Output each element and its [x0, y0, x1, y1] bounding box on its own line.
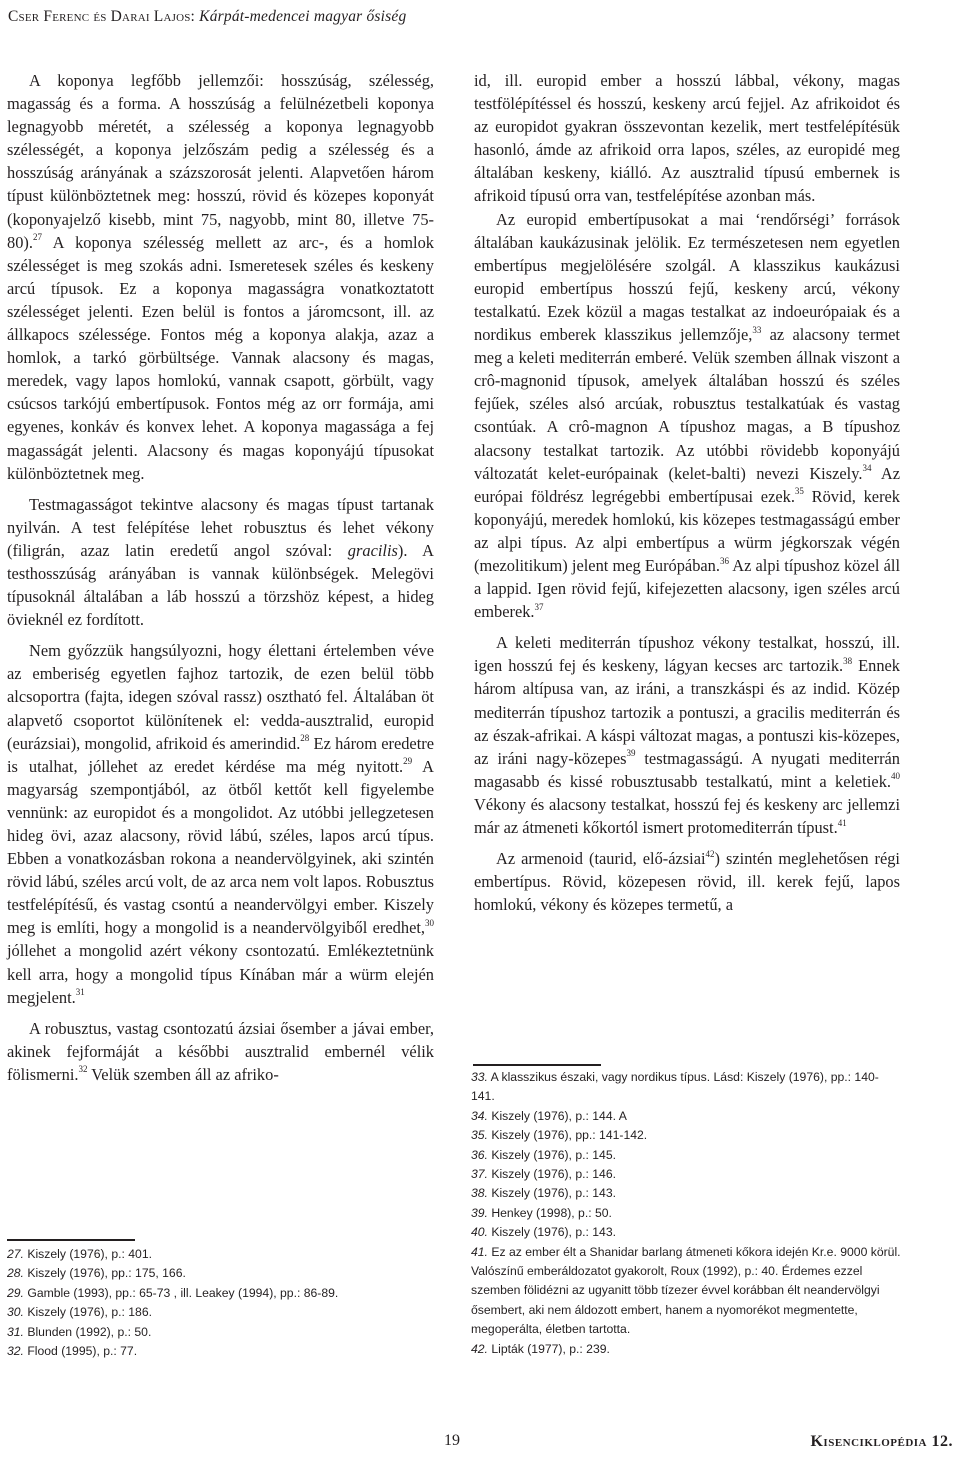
- footnotes-left: [7, 1245, 437, 1361]
- header-title: Kárpát-medencei magyar ősiség: [199, 8, 407, 25]
- paragraph: A keleti mediterrán típushoz vékony testalkat, hosszú, ill. igen hosszú fej és keskeny, lágyan kecses arc tartozik.$^{38}$ Ennek három altípusa van, az iráni, a transzkáspi és az indid. Közép mediterrán típushoz tartozik a pontuszi, a gracilis mediterrán és az észak-afrikai. A káspi változat magas, a pontuszi kis-közepes, az iráni nagy-közepes$^{39}$ testmagasságú. A nyugati mediterrán magasabb és kissé robusztusabb testalkatú, mint a keletiek.$^{40}$ Vékony és alacsony testalkat, hosszú fej és keskeny arc jellemzi már az átmeneti kőkortól ismert protomediterrán típust.$^{41}$: [474, 633, 900, 837]
- footnote-divider: [7, 1239, 135, 1241]
- footnote: 32. Flood (1995), p.: 77.: [7, 1344, 138, 1359]
- footnote-ref[interactable]: 42: [705, 848, 715, 859]
- footnote: 33. A klasszikus északi, vagy nordikus típus. Lásd: Kiszely (1976), pp.: 140-141.: [471, 1070, 879, 1104]
- footnote-ref[interactable]: 27: [32, 232, 42, 243]
- footnote: 34. Kiszely (1976), p.: 144. A: [471, 1108, 627, 1123]
- footnote: 42. Lipták (1977), p.: 239.: [471, 1341, 610, 1356]
- footnote-divider: [473, 1064, 601, 1066]
- header-authors: Cser Ferenc és Darai Lajos:: [8, 8, 196, 25]
- footnote: 31. Blunden (1992), p.: 50.: [7, 1324, 152, 1339]
- footnote-ref[interactable]: 35: [794, 486, 804, 497]
- series-title: Kisenciklopédia 12.: [810, 1433, 953, 1450]
- footnote: 38. Kiszely (1976), p.: 143.: [471, 1186, 616, 1201]
- footnote-ref[interactable]: 36: [719, 555, 729, 566]
- footnote: 41. Ez az ember élt a Shanidar barlang átmeneti kőkora idején Kr.e. 9000 körül. Valószínű emberáldozatot gyakorolt, Roux (1992), p.: 40. Érdemes ezzel szemben fölidézni az ugyanitt több tízezer évvel korábban élt neandervölgyi ősembert, aki nem áldozott embert, hanem a nyomorékot megmentette, megoperálta, életben tartotta.: [471, 1244, 901, 1337]
- footnote-ref[interactable]: 41: [837, 817, 847, 828]
- footnote: 35. Kiszely (1976), pp.: 141-142.: [471, 1128, 648, 1143]
- footnote-ref[interactable]: 40: [891, 771, 900, 782]
- paragraph: A robusztus, vastag csontozatú ázsiai ősember a jávai ember, akinek fejformáját a későbbi ausztralid embernél vélik fölismerni.$^{32}$ Velük szemben áll az afriko-: [7, 1018, 434, 1084]
- paragraph: Az europid embertípusokat a mai ‘rendőrségi’ források általában kaukázusinak jelölik. Ez természetesen nem egyetlen embertípus megjelölésére szolgál. A klasszikus kaukázusi europid embertípus hosszú fejű, keskeny arcú, vékony testalkatú. Ezek közül a magas testalkat az indoeurópaiak és a nordikus emberek klasszikus jellemzője,$^{33}$ az alacsony termet meg a keleti mediterrán emberé. Velük szemben állnak viszont a crô-magnonid típusok, amelyek általában hosszú és széles fejűek, széles alsó arcúak, robusztus testalkatúak és vastag csontúak. A crô-magnon A típushoz magas, a B típushoz alacsony testalkat tartozik. Az utóbbi rövidebb koponyájú változatát kelet-európainak (kelet-balti) nevezi Kiszely.$^{34}$ Az európai földrész legrégebbi embertípusai ezek.$^{35}$ Rövid, kerek koponyájú, meredek homlokú, kis közepes testmagasságú ember az alpi típus. Az alpi embertípus a würm jégkorszak végén (mezolitikum) jelent meg Európában.$^{36}$ Az alpi típushoz közel áll a lappid. Igen rövid fejű, kifejezetten alacsony, igen széles arcú emberek.$^{37}$: [474, 209, 901, 622]
- paragraph: Testmagasságot tekintve alacsony és magas típust tartanak nyilván. A test felépítése lehet robusztus és lehet vékony (filigrán, azaz latin eredetű angol szóval: gracilis). A testhosszúság arányában is vannak különbségek. Melegövi típusoknál általában a láb hosszú a törzshöz képest, a hideg övieknél ez fordított.: [7, 494, 434, 630]
- footnote: 40. Kiszely (1976), p.: 143.: [471, 1225, 616, 1240]
- footnote-ref[interactable]: 28: [300, 733, 310, 744]
- footnotes-right: [471, 1068, 901, 1359]
- left-text-column: [7, 69, 434, 1086]
- footnote-ref[interactable]: 30: [425, 917, 434, 928]
- footnote: 37. Kiszely (1976), p.: 146.: [471, 1167, 616, 1182]
- footnote: 39. Henkey (1998), p.: 50.: [471, 1205, 612, 1220]
- footnote-ref[interactable]: 38: [843, 655, 853, 666]
- footnote-ref[interactable]: 33: [752, 324, 762, 335]
- paragraph: id, ill. europid ember a hosszú lábbal, vékony, magas testfölépítéssel és hosszú, keskeny arcú fejjel. Az afrikoidot és az europidot gyakran összevontan kezelik, mert testfelépítésük hasonló, ámde az afrikoid orra lapos, széles, az europidé meg általában keskeny, kiálló. Az ausztralid típusú embernek is afrikoid típusú orra van, testfelépítése azonban más.: [474, 71, 900, 206]
- footnote-ref[interactable]: 29: [403, 756, 413, 767]
- footnote-ref[interactable]: 32: [78, 1064, 88, 1075]
- footnote-ref[interactable]: 39: [626, 748, 636, 759]
- running-header: [8, 8, 406, 26]
- right-text-column: [474, 69, 900, 916]
- footnote: 28. Kiszely (1976), pp.: 175, 166.: [7, 1266, 186, 1281]
- paragraph: A koponya legfőbb jellemzői: hosszúság, szélesség, magasság és a forma. A hosszúság a felülnézetbeli koponya legnagyobb méretét, a szélesség a koponya legnagyobb szélességét, a koponya jelzőszám pedig a szélesség és a hosszúság arányának a százszorosát jelenti. Alapvetően három típust különböztetnek meg: hosszú, rövid és közepes koponyát (koponyajelző kisebb, mint 75, nagyobb, mint 80, illetve 75-80).$^{27}$ A koponya szélesség mellett az arc-, és a homlok szélességet is meg szokás adni. Ismeretesek széles és keskeny arcú típusok. Ez a koponya magasságra vonatkoztatott szélességet jelenti. Ezen belül is fontos a járomcsont, ill. az állkapocs szélessége. Fontos még a koponya alakja, azaz a homlok, a tarkó görbültsége. Vannak alacsony és magas, meredek, vagy lapos homlokú, vannak csapott, görbült, vagy csúcsos tarkójú embertípusok. Fontos még az orr formája, ami egyenes, konkáv és konvex lehet. A koponya magassága a fej magasságát jelenti. Alacsony és magas koponyájú típusokat különböztetnek meg.: [7, 71, 434, 483]
- footnote: 29. Gamble (1993), pp.: 65-73 , ill. Leakey (1994), pp.: 86-89.: [7, 1285, 339, 1300]
- page-number: 19: [444, 1432, 460, 1449]
- footnote: 27. Kiszely (1976), p.: 401.: [7, 1247, 152, 1261]
- footnote-ref[interactable]: 31: [75, 987, 85, 998]
- paragraph: Az armenoid (taurid, elő-ázsiai$^{42}$) szintén meglehetősen régi embertípus. Rövid, közepesen rövid, ill. kerek fejű, lapos homlokú, vékony és közepes termetű, a: [474, 848, 900, 915]
- footnote-ref[interactable]: 34: [862, 463, 872, 474]
- footnote: 36. Kiszely (1976), p.: 145.: [471, 1147, 616, 1162]
- footnote: 30. Kiszely (1976), p.: 186.: [7, 1305, 152, 1320]
- footnote-ref[interactable]: 37: [534, 601, 544, 612]
- paragraph: Nem győzzük hangsúlyozni, hogy élettani értelemben véve az emberiség egyetlen fajhoz tartozik, de ezen belül több alcsoportra (fajta, idegen szóval rassz) osztható fel. Általában öt alapvető csoportot különítenek el: vedda-ausztralid, europid (eurázsiai), mongolid, afrikoid és amerindid.$^{28}$ Ez három eredetre is utalhat, jóllehet az eredet kérdése ma még nyitott.$^{29}$ A magyarság szempontjából, az ötből kettőt kell figyelembe vennünk: az europidot és a mongolidot. Az utóbbi jellegzetesen hideg övi, azaz alacsony, rövid lábú, széles, lapos arcú típus. Ebben a vonatkozásban rokona a neandervölgyinek, aki szintén rövid lábú, széles arcú volt, de az arca nem volt lapos. Robusztus testfelépítésű, és vastag csontú a neandervölgyi ember. Kiszely meg is említi, hogy a mongolid is a neandervölgyiből eredhet,$^{30}$ jóllehet a mongolid azért vékony csontozatú. Emlékeztetnünk kell arra, hogy a mongolid típus Kínában már a würm elején megjelent.$^{31}$: [7, 641, 435, 1007]
